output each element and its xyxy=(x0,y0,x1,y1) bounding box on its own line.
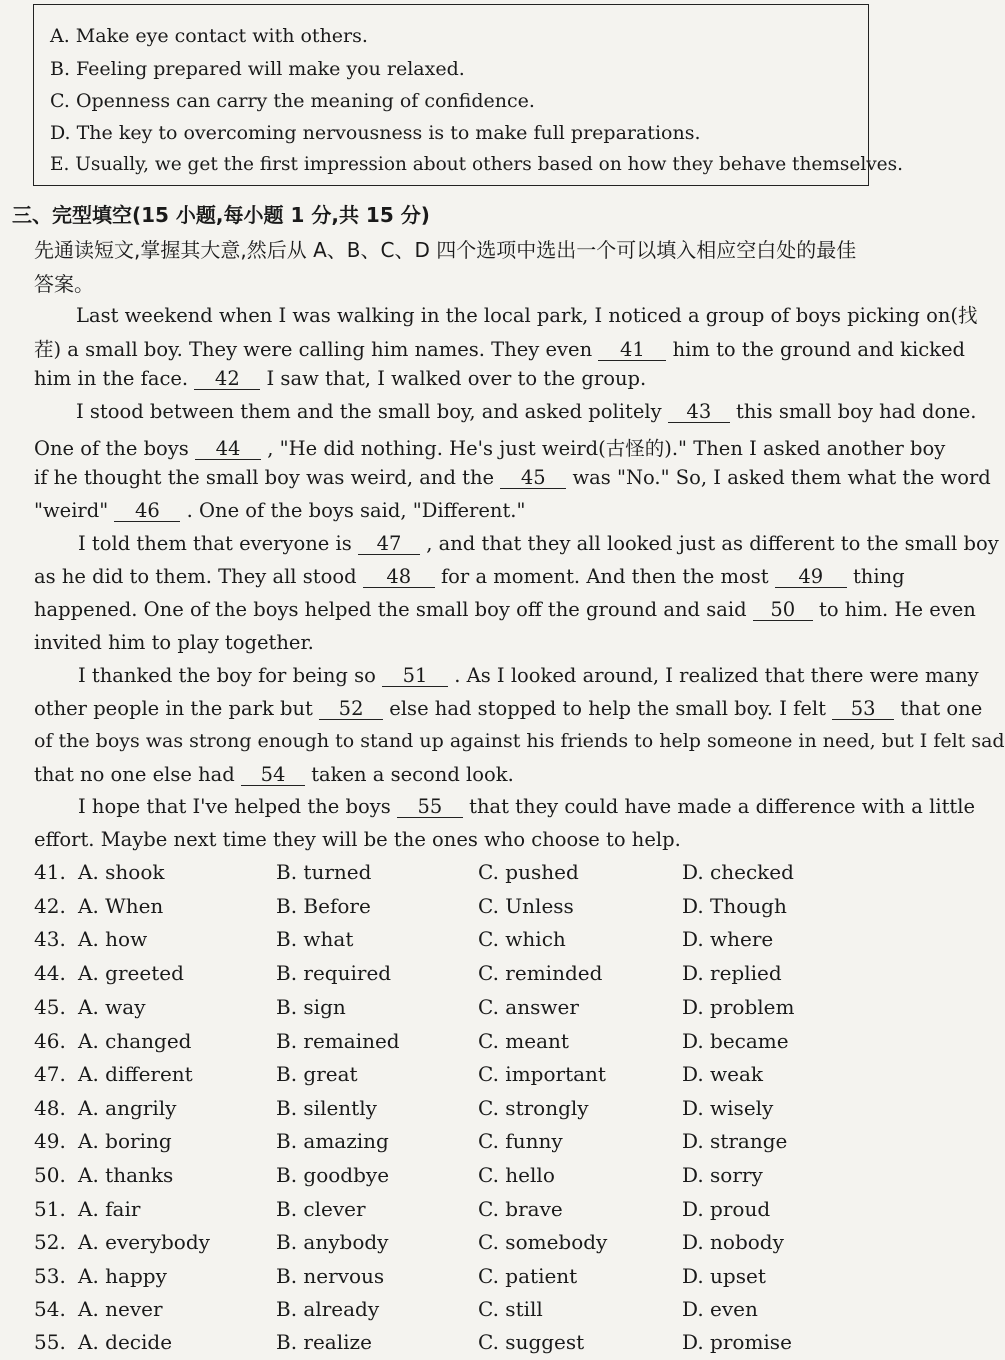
choice-b[interactable]: B. realize xyxy=(276,1330,372,1354)
choice-d[interactable]: D. became xyxy=(682,1029,789,1053)
passage-line: effort. Maybe next time they will be the ones who choose to help. xyxy=(34,828,681,851)
passage-text: him in the face. xyxy=(34,367,189,390)
passage-line xyxy=(34,334,965,362)
choice-c[interactable]: C. important xyxy=(478,1062,606,1086)
choice-a[interactable]: A. boring xyxy=(78,1129,172,1153)
blank-45[interactable]: 45 xyxy=(500,467,566,489)
question-number: 41. xyxy=(34,860,66,884)
passage-text: taken a second look. xyxy=(311,763,514,786)
choice-c[interactable]: C. somebody xyxy=(478,1230,608,1254)
option-c: C. Openness can carry the meaning of confidence. xyxy=(50,90,535,112)
blank-42[interactable]: 42 xyxy=(194,368,260,390)
blank-54[interactable]: 54 xyxy=(241,764,305,786)
option-b: B. Feeling prepared will make you relaxed. xyxy=(50,58,465,80)
choice-d[interactable]: D. proud xyxy=(682,1197,771,1221)
choice-a[interactable]: A. shook xyxy=(78,860,165,884)
choice-b[interactable]: B. turned xyxy=(276,860,372,884)
question-row xyxy=(0,1029,930,1059)
blank-43[interactable]: 43 xyxy=(668,401,730,423)
choice-a[interactable]: A. angrily xyxy=(78,1096,177,1120)
choice-d[interactable]: D. even xyxy=(682,1297,758,1321)
choice-b[interactable]: B. remained xyxy=(276,1029,400,1053)
passage-line xyxy=(76,400,977,423)
choice-b[interactable]: B. amazing xyxy=(276,1129,389,1153)
question-number: 54. xyxy=(34,1297,66,1321)
choice-d[interactable]: D. upset xyxy=(682,1264,766,1288)
choice-a[interactable]: A. fair xyxy=(78,1197,141,1221)
question-number: 43. xyxy=(34,927,66,951)
passage-text: I stood between them and the small boy, and asked politely xyxy=(76,400,662,423)
blank-41[interactable]: 41 xyxy=(598,339,666,361)
choice-c[interactable]: C. funny xyxy=(478,1129,563,1153)
question-row xyxy=(0,860,930,890)
choice-a[interactable]: A. decide xyxy=(78,1330,173,1354)
choice-a[interactable]: A. happy xyxy=(78,1264,167,1288)
question-number: 44. xyxy=(34,961,66,985)
choice-d[interactable]: D. nobody xyxy=(682,1230,784,1254)
passage-line xyxy=(78,664,979,687)
options-box xyxy=(33,4,904,186)
question-number: 50. xyxy=(34,1163,66,1187)
passage-line xyxy=(34,763,514,786)
question-row xyxy=(0,894,930,924)
passage-text: him to the ground and kicked xyxy=(672,338,965,361)
blank-46[interactable]: 46 xyxy=(114,500,180,522)
choice-c[interactable]: C. strongly xyxy=(478,1096,589,1120)
passage-text: that they could have made a difference with a little xyxy=(469,795,976,818)
choice-a[interactable]: A. When xyxy=(78,894,164,918)
choice-b[interactable]: B. sign xyxy=(276,995,346,1019)
question-number: 46. xyxy=(34,1029,66,1053)
choice-c[interactable]: C. which xyxy=(478,927,566,951)
passage-text: I thanked the boy for being so xyxy=(78,664,376,687)
passage-text: was "No." So, I asked them what the word xyxy=(572,466,991,489)
question-row xyxy=(0,1330,930,1360)
choice-a[interactable]: A. way xyxy=(78,995,146,1019)
blank-50[interactable]: 50 xyxy=(753,599,813,621)
option-a: A. Make eye contact with others. xyxy=(50,25,368,47)
passage-line xyxy=(34,433,945,461)
passage-line xyxy=(34,697,982,720)
question-row xyxy=(0,1297,930,1327)
choice-d[interactable]: D. replied xyxy=(682,961,782,985)
choice-b[interactable]: B. great xyxy=(276,1062,358,1086)
passage-text: One of the boys xyxy=(34,437,189,460)
choice-d[interactable]: D. promise xyxy=(682,1330,792,1354)
choice-b[interactable]: B. goodbye xyxy=(276,1163,390,1187)
passage-line xyxy=(34,598,976,621)
blank-55[interactable]: 55 xyxy=(397,796,463,818)
choice-a[interactable]: A. different xyxy=(78,1062,193,1086)
choice-b[interactable]: B. silently xyxy=(276,1096,377,1120)
passage-text: I saw that, I walked over to the group. xyxy=(266,367,647,390)
question-row xyxy=(0,1264,930,1294)
choice-c[interactable]: C. answer xyxy=(478,995,579,1019)
choice-c[interactable]: C. Unless xyxy=(478,894,574,918)
passage-text: if he thought the small boy was weird, and the xyxy=(34,466,495,489)
choice-b[interactable]: B. clever xyxy=(276,1197,366,1221)
passage-line xyxy=(34,499,525,522)
blank-53[interactable]: 53 xyxy=(832,698,894,720)
passage-text: "weird" xyxy=(34,499,109,522)
instructions-line-2: 答案。 xyxy=(34,272,94,296)
choice-d[interactable]: D. wisely xyxy=(682,1096,774,1120)
choice-b[interactable]: B. Before xyxy=(276,894,371,918)
passage-line xyxy=(34,367,646,390)
choice-b[interactable]: B. what xyxy=(276,927,354,951)
blank-44[interactable]: 44 xyxy=(195,438,261,460)
passage-line: of the boys was strong enough to stand up against his friends to help someone in need, but I felt sad xyxy=(34,730,1005,752)
blank-52[interactable]: 52 xyxy=(319,698,383,720)
section-title: 三、完型填空(15 小题,每小题 1 分,共 15 分) xyxy=(12,203,430,227)
passage-text: 茬) a small boy. They were calling him names. They even xyxy=(34,338,593,361)
choice-d[interactable]: D. where xyxy=(682,927,774,951)
blank-51[interactable]: 51 xyxy=(382,665,448,687)
choice-a[interactable]: A. everybody xyxy=(78,1230,210,1254)
choice-a[interactable]: A. thanks xyxy=(78,1163,174,1187)
passage-text: other people in the park but xyxy=(34,697,313,720)
choice-c[interactable]: C. suggest xyxy=(478,1330,585,1354)
passage-text: that one xyxy=(900,697,983,720)
choice-c[interactable]: C. hello xyxy=(478,1163,555,1187)
option-d: D. The key to overcoming nervousness is to make full preparations. xyxy=(50,122,701,144)
choice-b[interactable]: B. anybody xyxy=(276,1230,389,1254)
choice-b[interactable]: B. already xyxy=(276,1297,380,1321)
choice-d[interactable]: D. strange xyxy=(682,1129,788,1153)
choice-a[interactable]: A. changed xyxy=(78,1029,192,1053)
question-row xyxy=(0,1129,930,1159)
blank-49[interactable]: 49 xyxy=(775,566,847,588)
question-row xyxy=(0,1062,930,1092)
choice-d[interactable]: D. Though xyxy=(682,894,787,918)
passage-text: for a moment. And then the most xyxy=(440,565,769,588)
passage-text: that no one else had xyxy=(34,763,235,786)
question-number: 42. xyxy=(34,894,66,918)
question-row xyxy=(0,961,930,991)
passage-line: Last weekend when I was walking in the local park, I noticed a group of boys picking on(找 xyxy=(76,304,978,327)
question-number: 48. xyxy=(34,1096,66,1120)
question-number: 47. xyxy=(34,1062,66,1086)
passage-text: . As I looked around, I realized that there were many xyxy=(454,664,979,687)
passage-text: happened. One of the boys helped the small boy off the ground and said xyxy=(34,598,747,621)
passage-text: thing xyxy=(852,565,905,588)
choice-d[interactable]: D. problem xyxy=(682,995,795,1019)
passage-text: I hope that I've helped the boys xyxy=(78,795,391,818)
question-number: 53. xyxy=(34,1264,66,1288)
choice-c[interactable]: C. still xyxy=(478,1297,543,1321)
passage-text: , "He did nothing. He's just weird(古怪的)." Then I asked another boy xyxy=(267,437,946,460)
choice-c[interactable]: C. reminded xyxy=(478,961,603,985)
question-row xyxy=(0,1163,930,1193)
passage-line xyxy=(34,466,991,489)
blank-48[interactable]: 48 xyxy=(363,566,435,588)
passage-line xyxy=(34,565,905,588)
choice-c[interactable]: C. meant xyxy=(478,1029,569,1053)
passage-text: . One of the boys said, "Different." xyxy=(186,499,526,522)
choice-c[interactable]: C. patient xyxy=(478,1264,578,1288)
instructions-line-1: 先通读短文,掌握其大意,然后从 A、B、C、D 四个选项中选出一个可以填入相应空白处的最佳 xyxy=(34,238,857,262)
choice-b[interactable]: B. nervous xyxy=(276,1264,385,1288)
passage-text: I told them that everyone is xyxy=(78,532,352,555)
question-number: 55. xyxy=(34,1330,66,1354)
blank-47[interactable]: 47 xyxy=(358,533,420,555)
choice-a[interactable]: A. how xyxy=(78,927,148,951)
question-row xyxy=(0,1096,930,1126)
question-number: 51. xyxy=(34,1197,66,1221)
passage-text: , and that they all looked just as different to the small boy xyxy=(426,532,999,555)
passage-text: to him. He even xyxy=(819,598,976,621)
passage-text: as he did to them. They all stood xyxy=(34,565,357,588)
passage-text: this small boy had done. xyxy=(736,400,977,423)
passage-line: invited him to play together. xyxy=(34,631,314,654)
choice-a[interactable]: A. greeted xyxy=(78,961,184,985)
option-e: E. Usually, we get the first impression about others based on how they behave themselves. xyxy=(50,154,904,175)
question-row xyxy=(0,1197,930,1227)
question-row xyxy=(0,995,930,1025)
question-number: 52. xyxy=(34,1230,66,1254)
choice-a[interactable]: A. never xyxy=(78,1297,163,1321)
choice-c[interactable]: C. pushed xyxy=(478,860,579,884)
question-row xyxy=(0,927,930,957)
choice-d[interactable]: D. weak xyxy=(682,1062,764,1086)
choice-d[interactable]: D. sorry xyxy=(682,1163,763,1187)
choice-d[interactable]: D. checked xyxy=(682,860,794,884)
question-number: 45. xyxy=(34,995,66,1019)
passage-line xyxy=(78,532,999,555)
choice-c[interactable]: C. brave xyxy=(478,1197,563,1221)
question-row xyxy=(0,1230,930,1260)
choice-b[interactable]: B. required xyxy=(276,961,392,985)
question-number: 49. xyxy=(34,1129,66,1153)
passage-text: else had stopped to help the small boy. I felt xyxy=(389,697,826,720)
passage-line xyxy=(78,795,975,818)
